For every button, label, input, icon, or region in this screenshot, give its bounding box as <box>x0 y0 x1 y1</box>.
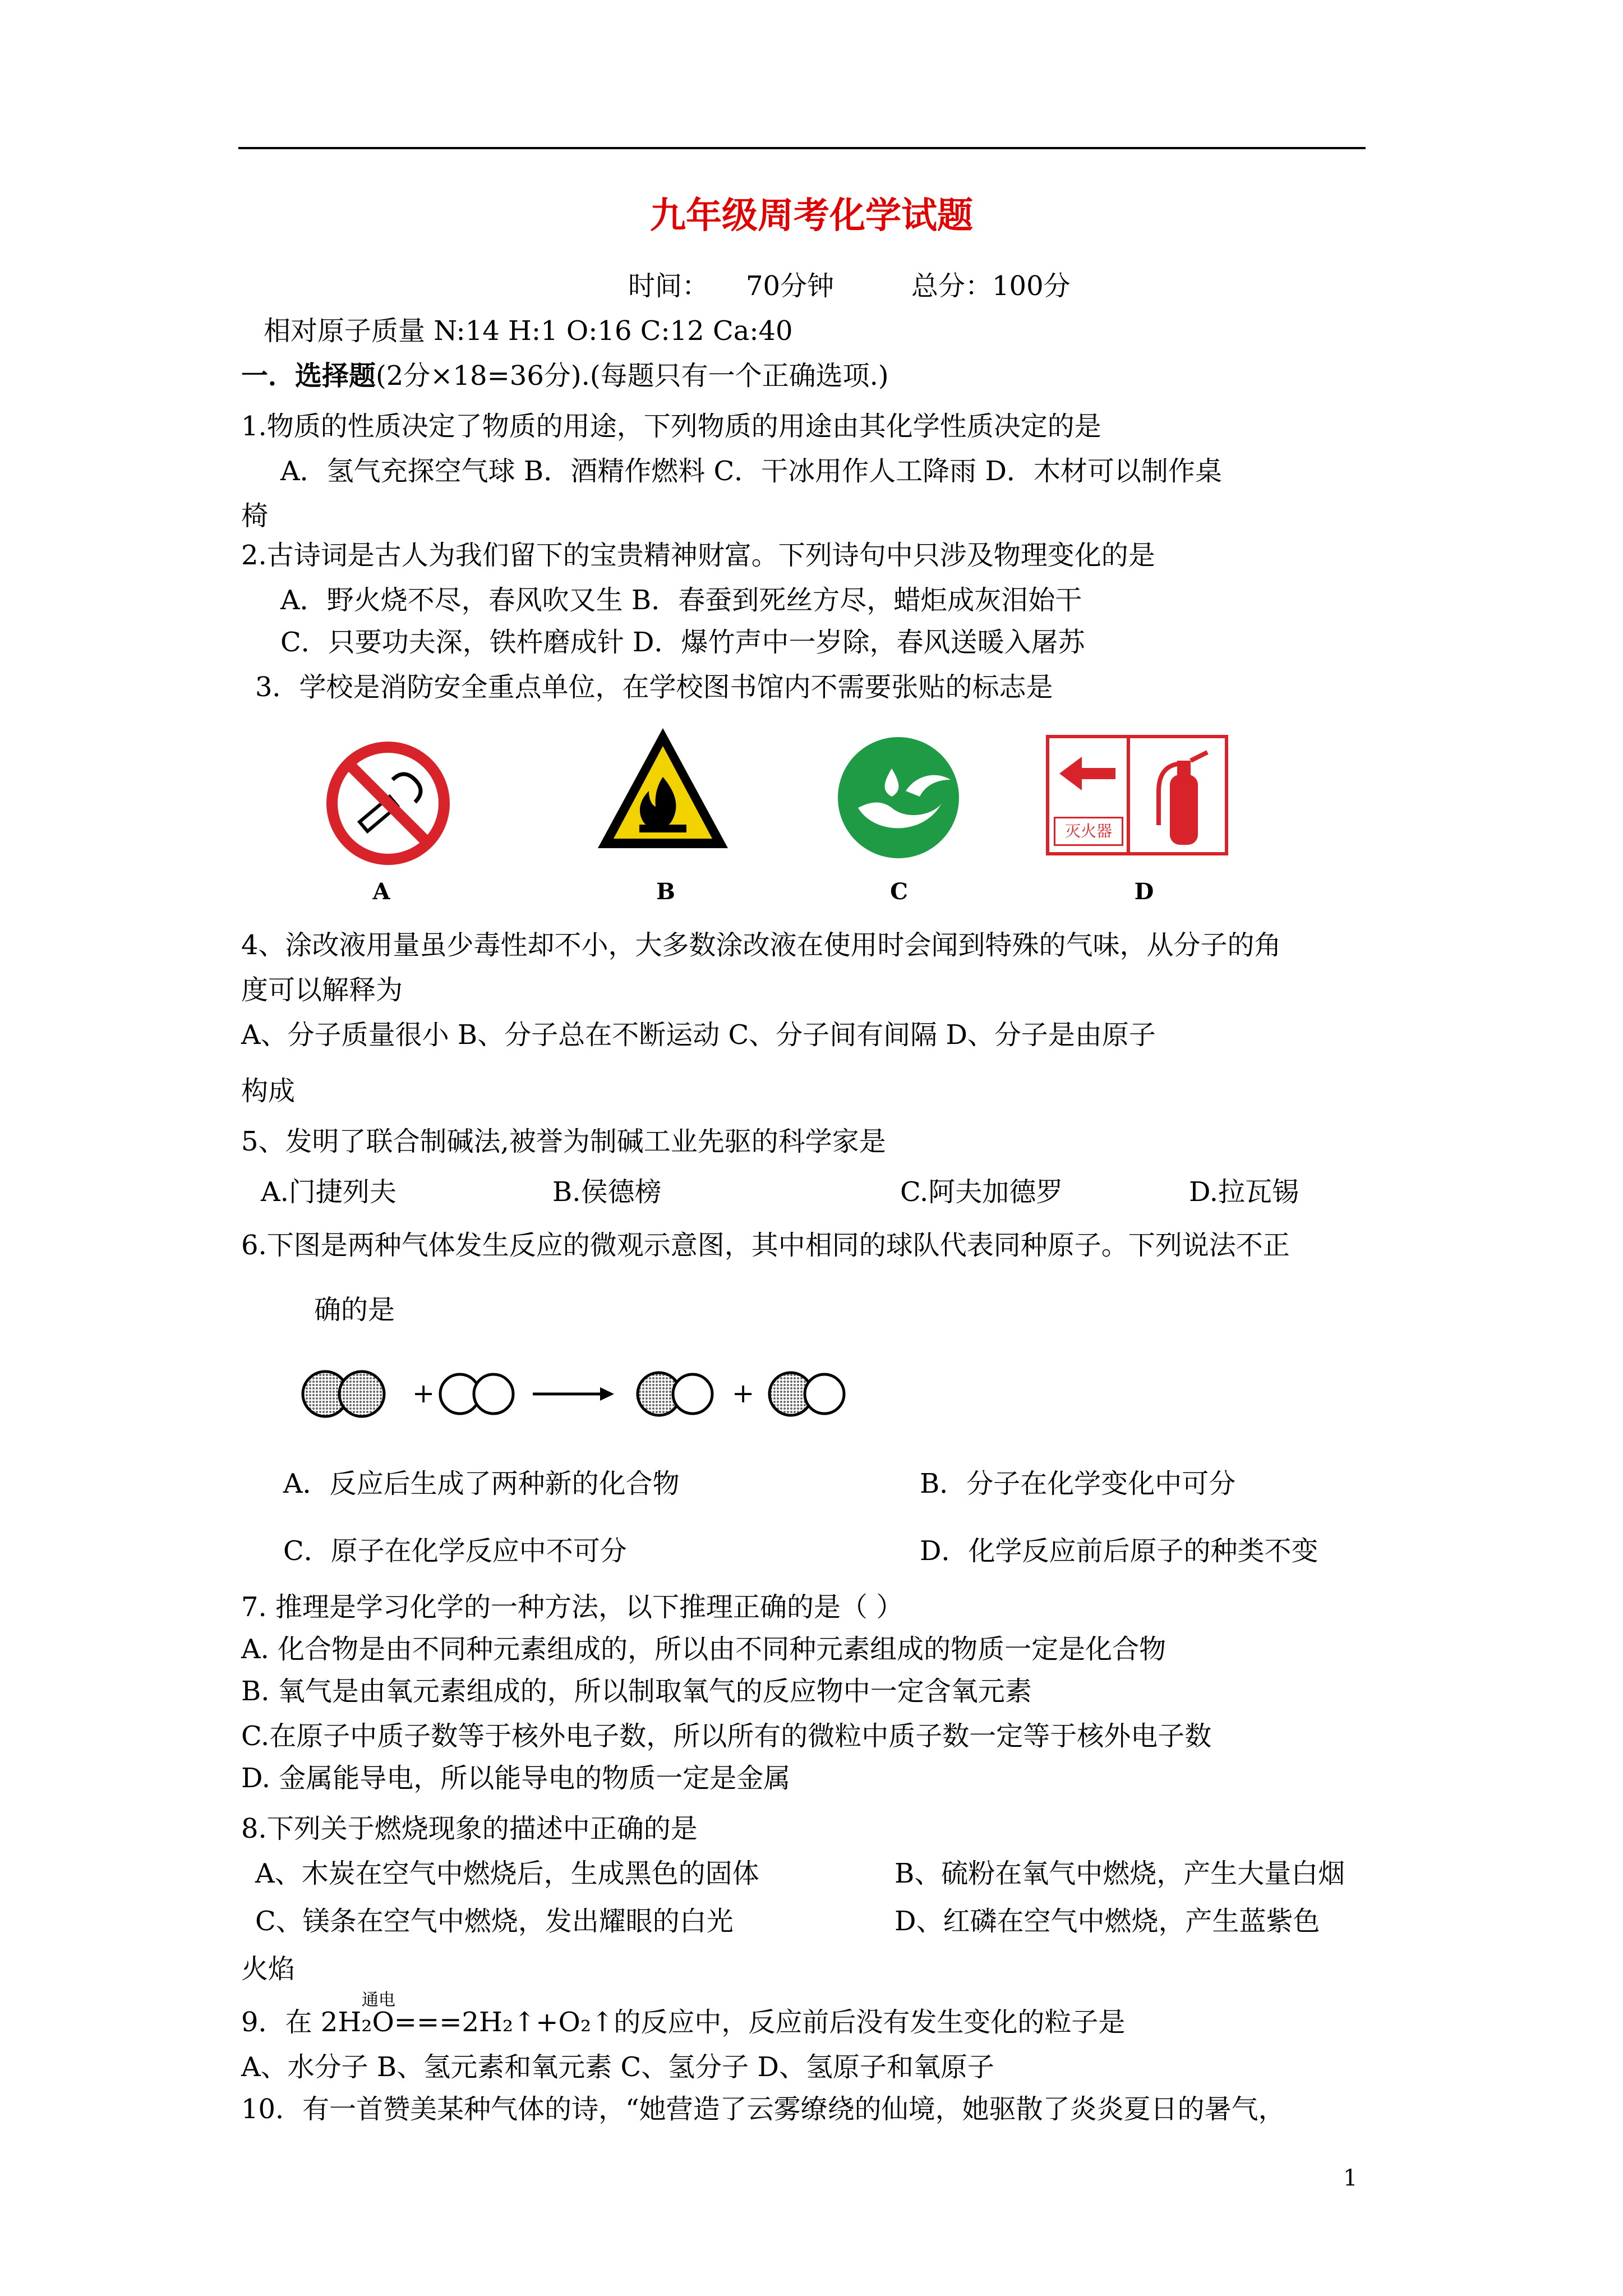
sign-label-a: A <box>372 878 390 905</box>
flammable-warning-sign-icon <box>594 724 732 853</box>
q8-option-d: D、红磷在空气中燃烧，产生蓝紫色 <box>895 1906 1320 1937</box>
reactant-molecule-2 <box>440 1374 513 1414</box>
q2-options-ab: A．野火烧不尽，春风吹又生 B．春蚕到死丝方尽，蜡炬成灰泪始干 <box>280 585 1082 616</box>
extinguisher-label: 灭火器 <box>1054 817 1123 846</box>
q2-options-cd: C．只要功夫深，铁杵磨成针 D．爆竹声中一岁除，春风送暖入屠苏 <box>280 627 1085 658</box>
arrow-left-icon <box>1054 743 1121 810</box>
fire-extinguisher-sign-icon <box>1046 735 1228 855</box>
q4-stem-1: 4、涂改液用量虽少毒性却不小，大多数涂改液在使用时会闻到特殊的气味，从分子的角 <box>241 930 1281 961</box>
q8-stem: 8.下列关于燃烧现象的描述中正确的是 <box>241 1813 698 1844</box>
q6-option-a: A．反应后生成了两种新的化合物 <box>283 1468 680 1499</box>
q6-option-b: B．分子在化学变化中可分 <box>920 1468 1236 1499</box>
section-heading-bold: 一．选择题 <box>241 360 376 392</box>
q6-stem-1: 6.下图是两种气体发生反应的微观示意图，其中相同的球队代表同种原子。下列说法不正 <box>241 1230 1290 1261</box>
q4-options-wrap: 构成 <box>241 1075 296 1107</box>
q8-option-a: A、木炭在空气中燃烧后，生成黑色的固体 <box>255 1858 759 1889</box>
q5-option-a: A.门捷列夫 <box>261 1176 396 1208</box>
q10-stem: 10．有一首赞美某种气体的诗，“她营造了云雾缭绕的仙境，她驱散了炎炎夏日的暑气， <box>241 2093 1285 2125</box>
page-title: 九年级周考化学试题 <box>650 195 973 237</box>
no-smoking-sign-icon <box>325 740 451 867</box>
q5-option-b: B.侯德榜 <box>552 1176 662 1208</box>
q7-option-c: C.在原子中质子数等于核外电子数，所以所有的微粒中质子数一定等于核外电子数 <box>241 1720 1212 1752</box>
q1-options: A．氢气充探空气球 B．酒精作燃料 C．干冰用作人工降雨 D．木材可以制作桌 <box>280 455 1222 487</box>
reaction-diagram <box>292 1363 858 1425</box>
q9-condition: 通电 <box>362 1990 395 2010</box>
q4-stem-2: 度可以解释为 <box>241 974 403 1006</box>
q7-option-d: D. 金属能导电，所以能导电的物质一定是金属 <box>241 1763 791 1794</box>
q8-option-d-wrap: 火焰 <box>241 1953 296 1985</box>
q8-option-c: C、镁条在空气中燃烧，发出耀眼的白光 <box>255 1906 734 1937</box>
q9-stem: 9．在 2H₂O===2H₂↑+O₂↑的反应中，反应前后没有发生变化的粒子是 <box>241 2007 1126 2038</box>
q6-option-d: D．化学反应前后原子的种类不变 <box>920 1535 1318 1567</box>
q5-stem: 5、发明了联合制碱法,被誉为制碱工业先驱的科学家是 <box>241 1126 886 1157</box>
q8-option-b: B、硫粉在氧气中燃烧，产生大量白烟 <box>895 1858 1345 1889</box>
product-molecule-2 <box>769 1373 844 1415</box>
reaction-arrow-icon <box>533 1387 614 1401</box>
q5-option-c: C.阿夫加德罗 <box>900 1176 1063 1208</box>
q6-stem-2: 确的是 <box>314 1294 395 1326</box>
plus-sign-1: + <box>412 1378 435 1409</box>
q6-option-c: C．原子在化学反应中不可分 <box>283 1535 627 1567</box>
q7-option-b: B. 氧气是由氧元素组成的，所以制取氧气的反应物中一定含氧元素 <box>241 1676 1032 1707</box>
q4-options: A、分子质量很小 B、分子总在不断运动 C、分子间有间隔 D、分子是由原子 <box>241 1019 1156 1051</box>
score-label: 总分：100分 <box>911 270 1071 302</box>
time-value: 70分钟 <box>746 270 834 302</box>
q9-options: A、水分子 B、氢元素和氧元素 C、氢分子 D、氢原子和氧原子 <box>241 2051 994 2083</box>
q1-stem: 1.物质的性质决定了物质的用途，下列物质的用途由其化学性质决定的是 <box>241 411 1101 442</box>
page-number: 1 <box>1343 2165 1358 2191</box>
q5-option-d: D.拉瓦锡 <box>1189 1176 1299 1208</box>
section-heading-rest: (2分×18=36分).(每题只有一个正确选项.) <box>376 360 889 392</box>
q7-stem: 7. 推理是学习化学的一种方法，以下推理正确的是（ ） <box>241 1591 903 1623</box>
header-rule <box>238 147 1366 149</box>
sign-label-b: B <box>656 878 675 905</box>
reactant-molecule-1 <box>303 1372 384 1416</box>
plus-sign-2: + <box>732 1378 755 1409</box>
q1-options-wrap: 椅 <box>241 500 269 532</box>
q7-option-a: A. 化合物是由不同种元素组成的，所以由不同种元素组成的物质一定是化合物 <box>241 1634 1166 1665</box>
q2-stem: 2.古诗词是古人为我们留下的宝贵精神财富。下列诗句中只涉及物理变化的是 <box>241 540 1155 571</box>
product-molecule-1 <box>638 1373 712 1415</box>
sign-label-d: D <box>1134 878 1154 905</box>
time-label: 时间： <box>628 270 709 302</box>
sign-label-c: C <box>890 878 908 905</box>
q3-stem: 3．学校是消防安全重点单位，在学校图书馆内不需要张贴的标志是 <box>255 671 1053 703</box>
water-saving-sign-icon <box>836 735 962 861</box>
section-heading <box>241 359 889 393</box>
atomic-masses: 相对原子质量 N:14 H:1 O:16 C:12 Ca:40 <box>264 315 793 347</box>
